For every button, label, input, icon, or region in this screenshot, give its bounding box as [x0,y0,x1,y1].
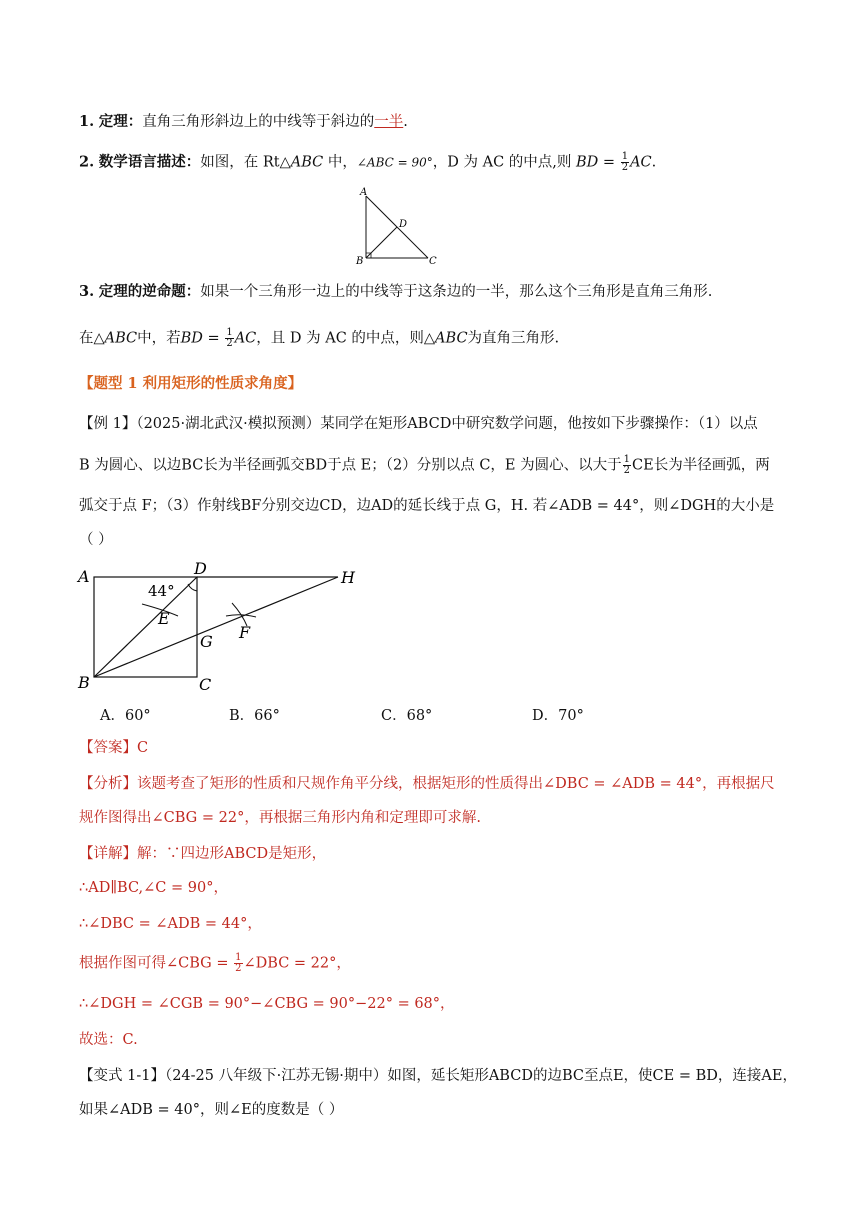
math-desc-text3: ，D 为 AC 的中点,则 [432,154,577,171]
right-triangle-figure [352,184,442,268]
math-desc-abc: ABC [290,154,324,171]
fig-label-b: B [78,673,90,692]
fraction-numerator: 1 [623,454,631,465]
detail-fraction [234,953,242,974]
answer-line: 【答案】C [79,740,149,756]
option-d[interactable]: D．70° [532,708,584,724]
section-title: 【题型 1 利用矩形的性质求角度】 [79,375,303,392]
option-a[interactable]: A．60° [100,708,151,724]
fraction-numerator: 1 [226,327,233,338]
converse-math-fraction [225,328,233,349]
math-desc-ac: AC [630,154,652,171]
converse-math-line [79,328,559,349]
label-d: D [399,219,408,230]
theorem-number: 1. [79,113,95,130]
theorem-line [79,112,408,132]
converse-number: 3. [79,283,95,300]
label-c: C [429,256,437,267]
example-line-2 [79,455,770,476]
example-line-2b: CE长为半径画弧，两 [632,457,770,474]
math-desc-eq: = [598,154,620,171]
analysis-line-2: 规作图得出∠CBG = 22°，再根据三角形内角和定理即可求解. [79,810,481,826]
math-desc-bd: BD [576,154,599,171]
fig-label-f: F [239,623,251,642]
math-desc-text2: 中， [323,154,357,171]
option-b[interactable]: B．66° [229,708,280,724]
math-desc-text1: 如图，在 Rt△ [200,154,291,171]
example-line-3: 弧交于点 F；（3）作射线BF分别交边CD，边AD的延长线于点 G，H. 若∠ADB = 44°，则∠DGH的大小是 [79,498,775,514]
converse-math-bd: BD [180,330,203,347]
variant-line-2: 如果∠ADB = 40°，则∠E的度数是（ ） [79,1102,344,1118]
converse-math-t1: 在△ [79,330,105,347]
detail-line-4 [79,953,351,974]
detail-line-4a: 根据作图可得∠CBG = [79,955,234,972]
converse-math-t4: 为直角三角形. [467,330,560,347]
converse-text: 如果一个三角形一边上的中线等于这条边的一半，那么这个三角形是直角三角形. [200,284,713,300]
example-line-2a: B 为圆心、以边BC长为半径画弧交BD于点 E；（2）分别以点 C，E 为圆心、以大于 [79,457,622,474]
fraction-numerator: 1 [621,151,629,162]
fig-label-e: E [158,609,170,628]
converse-label: 定理的逆命题： [98,283,201,300]
label-a: A [360,187,368,198]
fraction-denominator: 2 [235,963,242,974]
fig-label-d: D [194,560,207,578]
fig-angle-label: 44° [148,582,175,600]
converse-math-t2: 中，若 [137,330,181,347]
detail-line-4b: ∠DBC = 22°， [243,955,351,972]
label-b: B [356,256,364,267]
example-line-4: （ ） [79,532,113,548]
fraction-denominator: 2 [226,338,233,349]
math-desc-fraction [621,152,629,173]
fig-label-c: C [199,675,212,694]
rectangle-figure [76,560,376,695]
math-description-line [79,152,656,173]
example-line-1: 【例 1】（2025·湖北武汉·模拟预测）某同学在矩形ABCD中研究数学问题，他按如下步骤操作：（1）以点 [79,416,758,432]
detail-line-6: 故选：C. [79,1032,138,1048]
fraction-numerator: 1 [235,952,242,963]
math-desc-end: . [651,154,657,171]
converse-math-abc: ABC [104,330,138,347]
fig-label-a: A [78,567,90,586]
converse-math-eq: = [202,330,225,347]
theorem-end: . [403,114,408,130]
converse-math-abc2: ABC [435,330,468,347]
example-fraction [623,455,631,476]
fig-label-g: G [200,632,213,651]
math-desc-label: 数学语言描述： [98,153,201,171]
converse-math-ac: AC [234,330,257,347]
converse-line [79,282,712,302]
theorem-highlight: 一半 [374,114,404,130]
option-c[interactable]: C．68° [381,708,433,724]
detail-line-2: ∴AD∥BC,∠C = 90°， [79,880,228,896]
detail-line-5: ∴∠DGH = ∠CGB = 90°−∠CBG = 90°−22° = 68°， [79,996,455,1012]
math-desc-number: 2. [79,153,95,171]
analysis-line-1: 【分析】该题考查了矩形的性质和尺规作角平分线，根据矩形的性质得出∠DBC = ∠ADB = 44°，再根据尺 [79,776,775,792]
theorem-text: 直角三角形斜边上的中线等于斜边的 [142,114,375,130]
detail-line-1: 【详解】解：∵四边形ABCD是矩形， [79,846,327,862]
fig-label-h: H [341,568,355,587]
converse-math-t3: ，且 D 为 AC 的中点，则△ [256,330,436,347]
theorem-label: 定理： [98,113,143,130]
diagonal-bd [94,577,197,677]
fraction-denominator: 2 [623,465,631,476]
variant-line-1: 【变式 1-1】（24-25 八年级下·江苏无锡·期中）如图，延长矩形ABCD的边BC至点E，使CE = BD，连接AE， [79,1068,797,1084]
detail-line-3: ∴∠DBC = ∠ADB = 44°， [79,916,262,932]
ray-bf [94,577,338,677]
math-desc-angle: ∠ABC = 90° [356,155,433,170]
fraction-denominator: 2 [621,162,629,173]
